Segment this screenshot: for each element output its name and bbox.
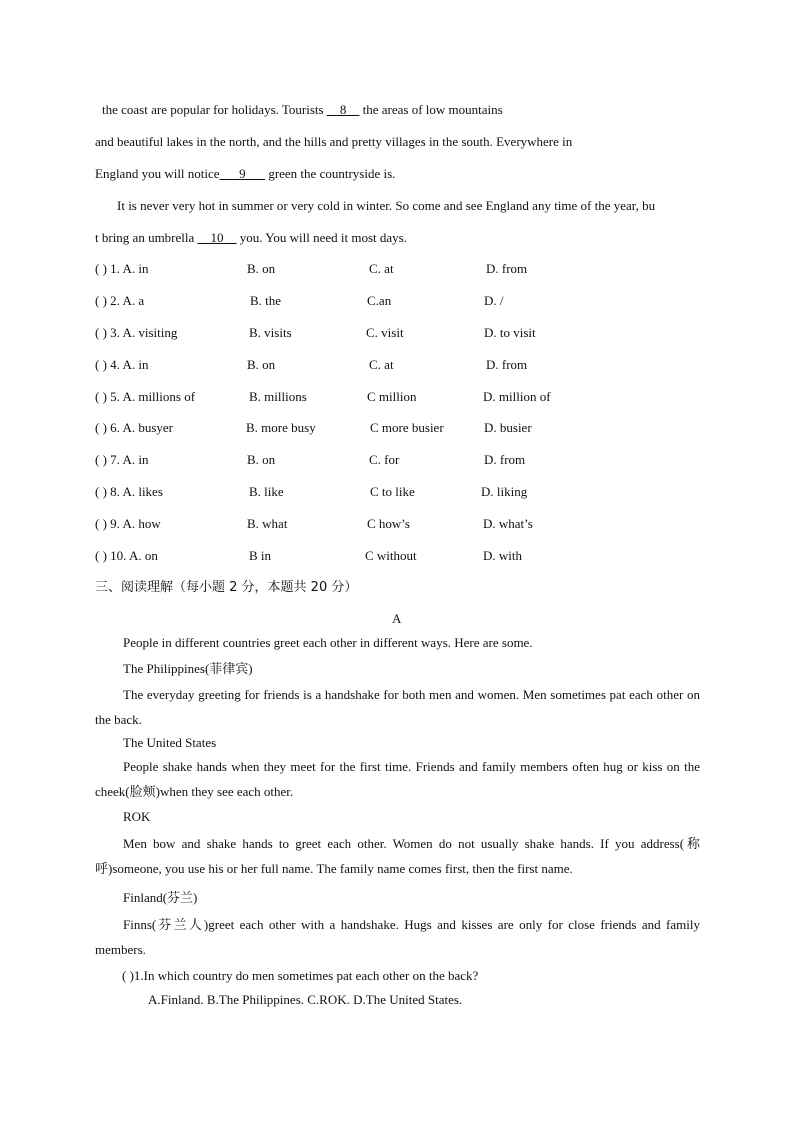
cloze-line-1 [102,102,712,118]
question-option-b: B. what [247,516,288,531]
question-option-c: C. for [369,452,400,467]
text: England you will notice [95,166,220,181]
heading-finland: Finland(芬兰) [123,890,198,905]
question-option-c: C. at [369,261,394,276]
question-option-b: B. more busy [246,420,316,435]
blank-10: __10__ [197,230,237,245]
text: t bring an umbrella [95,230,198,245]
question-option-c: C how’s [367,516,410,531]
section-heading: 三、阅读理解（每小题 2 分，本题共 20 分） [95,580,358,595]
question-option-a: ( ) 4. A. in [95,357,149,372]
paragraph-rok: Men bow and shake hands to greet each other. Women do not usually shake hands. If you address(称呼)someone, you use his or her full name. The family name comes first, then the first name. [95,836,700,876]
paragraph-philippines: The everyday greeting for friends is a handshake for both men and women. Men sometimes pat each other on the back. [95,687,700,727]
question-option-c: C million [367,389,417,404]
question-option-b: B in [249,548,272,563]
question-option-d: D. liking [481,484,528,499]
cloze-line-4: It is never very hot in summer or very cold in winter. So come and see England any time of the year, bu [117,198,656,213]
text: the areas of low mountains [359,102,503,117]
question-option-b: B. visits [249,325,292,340]
question-option-c: C. visit [366,325,404,340]
question-option-b: B. on [247,452,276,467]
reading-question-1-options: A.Finland. B.The Philippines. C.ROK. D.The United States. [148,992,463,1007]
question-option-b: B. the [250,293,282,308]
passage-label: A [392,611,402,626]
question-option-d: D. from [486,357,528,372]
question-option-c: C.an [367,293,392,308]
question-option-a: ( ) 6. A. busyer [95,420,173,435]
question-option-a: ( ) 9. A. how [95,516,161,531]
question-option-a: ( ) 10. A. on [95,548,158,563]
question-option-d: D. to visit [484,325,536,340]
question-option-c: C more busier [370,420,444,435]
passage-intro: People in different countries greet each other in different ways. Here are some. [123,635,533,650]
question-option-c: C. at [369,357,394,372]
question-option-b: B. millions [249,389,307,404]
question-option-d: D. from [486,261,528,276]
text: you. You will need it most days. [236,230,407,245]
question-option-a: ( ) 2. A. a [95,293,145,308]
question-option-d: D. million of [483,389,551,404]
cloze-line-5 [95,230,705,246]
question-option-d: D. with [483,548,522,563]
question-option-d: D. from [484,452,526,467]
cloze-line-3 [95,166,705,182]
heading-united-states: The United States [123,735,217,750]
question-option-a: ( ) 5. A. millions of [95,389,196,404]
question-option-a: ( ) 7. A. in [95,452,149,467]
cloze-line-2: and beautiful lakes in the north, and the hills and pretty villages in the south. Everywhere in [95,134,573,149]
question-option-b: B. like [249,484,284,499]
question-option-c: C to like [370,484,415,499]
reading-question-1: ( )1.In which country do men sometimes pat each other on the back? [122,968,479,983]
blank-8: __8__ [326,102,360,117]
question-option-b: B. on [247,261,276,276]
question-option-a: ( ) 1. A. in [95,261,149,276]
text: the coast are popular for holidays. Tourists [102,102,327,117]
question-option-d: D. / [484,293,504,308]
question-option-c: C without [365,548,417,563]
paragraph-united-states: People shake hands when they meet for the first time. Friends and family members often hug or kiss on the cheek(脸颊)when they see each other. [95,759,700,799]
question-option-b: B. on [247,357,276,372]
heading-philippines: The Philippines(菲律宾) [123,661,253,676]
text: green the countryside is. [265,166,396,181]
heading-rok: ROK [123,809,151,824]
question-option-d: D. busier [484,420,532,435]
paragraph-finland: Finns(芬兰人)greet each other with a handshake. Hugs and kisses are only for close friends and family members. [95,917,700,957]
question-option-a: ( ) 3. A. visiting [95,325,178,340]
question-option-d: D. what’s [483,516,533,531]
blank-9: ___9___ [219,166,266,181]
question-option-a: ( ) 8. A. likes [95,484,163,499]
